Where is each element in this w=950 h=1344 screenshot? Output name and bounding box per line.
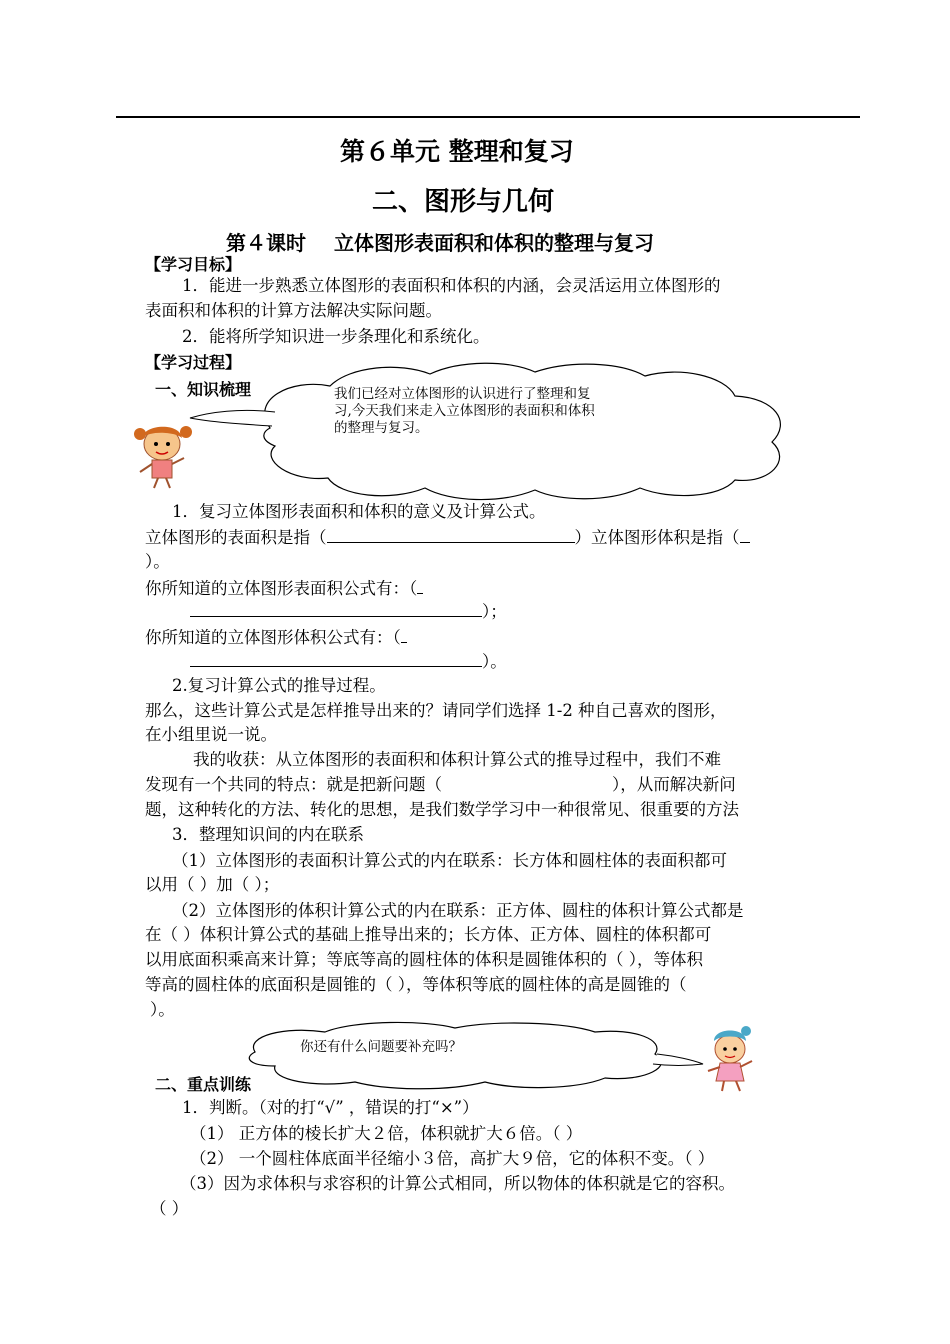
q3-2-line1: （2）立体图形的体积计算公式的内在联系：正方体、圆柱的体积计算公式都是 bbox=[172, 901, 744, 920]
harvest-line2: 发现有一个共同的特点：就是把新问题（ ），从而解决新问 bbox=[145, 775, 736, 794]
q1-vol-blank-line: ）。 bbox=[190, 648, 507, 674]
volume-formula-blank[interactable] bbox=[190, 648, 482, 667]
cloud-1-text-line3: 的整理与复习。 bbox=[334, 420, 429, 436]
q1-surface-line: 立体图形的表面积是指（ ）立体图形体积是指（ bbox=[145, 524, 750, 550]
goal-item-1-line2: 表面积和体积的计算方法解决实际问题。 bbox=[145, 301, 442, 320]
q3-2-line2: 在（ ）体积计算公式的基础上推导出来的；长方体、正方体、圆柱的体积都可 bbox=[145, 925, 712, 944]
lesson-label: 第４课时 bbox=[226, 231, 306, 255]
q3-1-line1: （1）立体图形的表面积计算公式的内在联系：长方体和圆柱体的表面积都可 bbox=[172, 851, 727, 870]
judge-item-3-answer: （ ） bbox=[150, 1199, 189, 1218]
goal-item-1-line1: 1．能进一步熟悉立体图形的表面积和体积的内涵，会灵活运用立体图形的 bbox=[182, 276, 721, 295]
lesson-title bbox=[226, 227, 654, 256]
girl-cartoon-2-icon bbox=[700, 1025, 760, 1093]
top-rule bbox=[116, 116, 860, 118]
section-title: 二、图形与几何 bbox=[372, 187, 555, 217]
q2-title: 2.复习计算公式的推导过程。 bbox=[172, 676, 386, 695]
knowledge-heading: 一、知识梳理 bbox=[155, 380, 252, 399]
judge-title: 1．判断。（对的打“√” ，错误的打“×”） bbox=[182, 1098, 479, 1117]
goal-item-2: 2．能将所学知识进一步条理化和系统化。 bbox=[182, 327, 490, 346]
q1-title: 1．复习立体图形表面积和体积的意义及计算公式。 bbox=[172, 502, 546, 521]
judge-item-2: （2） 一个圆柱体底面半径缩小３倍，高扩大９倍，它的体积不变。（ ） bbox=[190, 1149, 715, 1168]
q3-2-line5: ）。 bbox=[150, 1000, 175, 1019]
q3-1-line2: 以用（ ）加（ ）； bbox=[145, 875, 280, 894]
goals-heading: 【学习目标】 bbox=[145, 255, 242, 274]
judge-item-1: （1） 正方体的棱长扩大２倍，体积就扩大６倍。（ ） bbox=[190, 1124, 583, 1143]
surface-blank[interactable] bbox=[327, 524, 575, 543]
area-formula-blank[interactable] bbox=[190, 598, 482, 617]
q1-vol-formula-line: 你所知道的立体图形体积公式有：（ bbox=[145, 624, 407, 650]
thought-cloud-1 bbox=[180, 360, 810, 500]
girl-cartoon-icon bbox=[128, 420, 198, 490]
cloud-1-text-line1: 我们已经对立体图形的认识进行了整理和复 bbox=[334, 386, 591, 402]
q2-line1: 那么，这些计算公式是怎样推导出来的？请同学们选择 1-2 种自己喜欢的图形， bbox=[145, 701, 727, 720]
volume-blank[interactable] bbox=[740, 524, 750, 543]
process-heading: 【学习过程】 bbox=[145, 353, 242, 372]
q1-area-formula-line: 你所知道的立体图形表面积公式有：（ bbox=[145, 575, 423, 601]
harvest-line3: 题，这种转化的方法、转化的思想，是我们数学学习中一种很常见、很重要的方法 bbox=[145, 800, 739, 819]
cloud-1-text-line2: 习,今天我们来走入立体图形的表面积和体积 bbox=[334, 403, 595, 419]
cloud-2-text: 你还有什么问题要补充吗？ bbox=[300, 1039, 462, 1055]
q3-2-line3: 以用底面积乘高来计算；等底等高的圆柱体的体积是圆锥体积的（ ），等体积 bbox=[145, 950, 703, 969]
lesson-name: 立体图形表面积和体积的整理与复习 bbox=[334, 231, 654, 255]
training-heading: 二、重点训练 bbox=[155, 1075, 252, 1094]
unit-title: 第６单元 整理和复习 bbox=[340, 137, 574, 166]
q1-area-blank-line: ）； bbox=[190, 598, 507, 624]
q3-title: 3．整理知识间的内在联系 bbox=[172, 825, 364, 844]
q3-2-line4: 等高的圆柱体的底面积是圆锥的（ ），等体积等底的圆柱体的高是圆锥的（ bbox=[145, 975, 687, 994]
harvest-line1: 我的收获：从立体图形的表面积和体积计算公式的推导过程中，我们不难 bbox=[193, 750, 721, 769]
q1-close: ）。 bbox=[145, 552, 170, 571]
judge-item-3: （3）因为求体积与求容积的计算公式相同，所以物体的体积就是它的容积。 bbox=[180, 1174, 735, 1193]
q2-line2: 在小组里说一说。 bbox=[145, 725, 277, 744]
